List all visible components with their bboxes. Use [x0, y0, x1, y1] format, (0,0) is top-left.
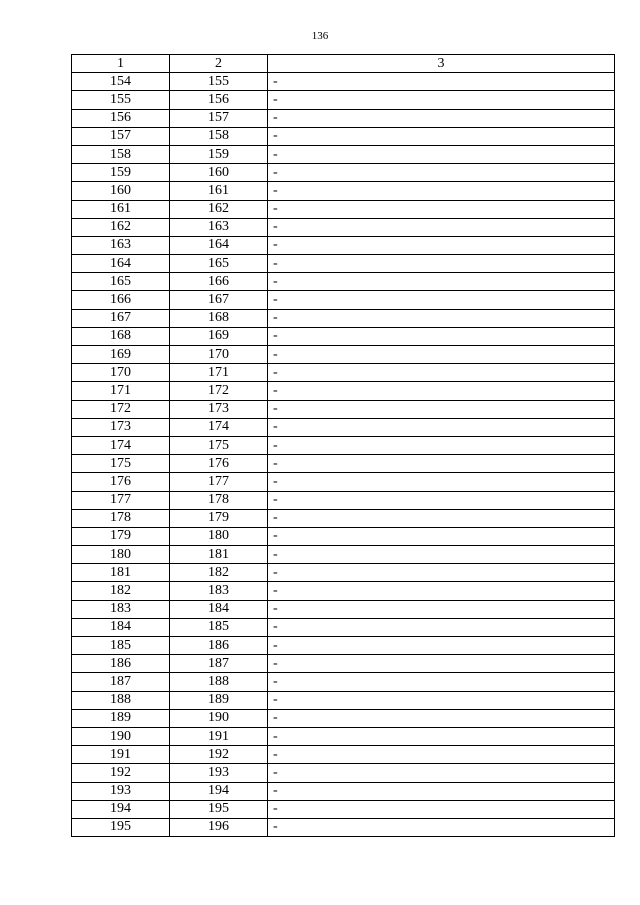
table-row: [72, 600, 615, 618]
data-table: [71, 54, 615, 837]
cell-col-2: 189: [170, 691, 268, 709]
cell-col-1: 191: [72, 746, 170, 764]
cell-col-2: 167: [170, 291, 268, 309]
cell-col-1: 170: [72, 364, 170, 382]
cell-col-1: 190: [72, 727, 170, 745]
cell-col-2: 169: [170, 327, 268, 345]
cell-col-2: 158: [170, 127, 268, 145]
cell-col-1: 154: [72, 73, 170, 91]
cell-col-1: 157: [72, 127, 170, 145]
table-row: [72, 436, 615, 454]
table-row: [72, 709, 615, 727]
cell-col-2: 177: [170, 473, 268, 491]
table-row: [72, 455, 615, 473]
cell-col-1: 158: [72, 145, 170, 163]
cell-col-2: 196: [170, 818, 268, 836]
cell-col-2: 191: [170, 727, 268, 745]
table-row: [72, 109, 615, 127]
cell-col-1: 163: [72, 236, 170, 254]
cell-col-2: 178: [170, 491, 268, 509]
cell-col-3: -: [268, 364, 615, 382]
cell-col-1: 174: [72, 436, 170, 454]
cell-col-2: 170: [170, 346, 268, 364]
cell-col-3: -: [268, 455, 615, 473]
cell-col-1: 176: [72, 473, 170, 491]
cell-col-3: -: [268, 73, 615, 91]
cell-col-1: 173: [72, 418, 170, 436]
cell-col-2: 172: [170, 382, 268, 400]
cell-col-3: -: [268, 564, 615, 582]
cell-col-1: 161: [72, 200, 170, 218]
cell-col-1: 175: [72, 455, 170, 473]
cell-col-3: -: [268, 164, 615, 182]
cell-col-1: 164: [72, 255, 170, 273]
cell-col-3: -: [268, 327, 615, 345]
cell-col-2: 156: [170, 91, 268, 109]
cell-col-1: 183: [72, 600, 170, 618]
table-row: [72, 655, 615, 673]
cell-col-1: 168: [72, 327, 170, 345]
table-row: [72, 145, 615, 163]
cell-col-3: -: [268, 346, 615, 364]
cell-col-3: -: [268, 218, 615, 236]
cell-col-2: 195: [170, 800, 268, 818]
table-row: [72, 182, 615, 200]
cell-col-2: 183: [170, 582, 268, 600]
table-row: [72, 400, 615, 418]
cell-col-2: 171: [170, 364, 268, 382]
cell-col-3: -: [268, 491, 615, 509]
cell-col-3: -: [268, 236, 615, 254]
table-row: [72, 727, 615, 745]
cell-col-2: 163: [170, 218, 268, 236]
table-row: [72, 91, 615, 109]
cell-col-3: -: [268, 691, 615, 709]
cell-col-2: 166: [170, 273, 268, 291]
cell-col-1: 195: [72, 818, 170, 836]
cell-col-1: 169: [72, 346, 170, 364]
page-number: 136: [311, 30, 329, 42]
cell-col-3: -: [268, 764, 615, 782]
cell-col-3: -: [268, 709, 615, 727]
cell-col-3: -: [268, 400, 615, 418]
cell-col-3: -: [268, 673, 615, 691]
cell-col-1: 165: [72, 273, 170, 291]
cell-col-1: 178: [72, 509, 170, 527]
table-row: [72, 346, 615, 364]
table-row: [72, 582, 615, 600]
cell-col-1: 193: [72, 782, 170, 800]
table-row: [72, 127, 615, 145]
column-header-3: 3: [268, 55, 615, 73]
cell-col-2: 181: [170, 546, 268, 564]
cell-col-2: 164: [170, 236, 268, 254]
cell-col-2: 179: [170, 509, 268, 527]
cell-col-3: -: [268, 818, 615, 836]
cell-col-3: -: [268, 509, 615, 527]
table-row: [72, 73, 615, 91]
cell-col-2: 185: [170, 618, 268, 636]
cell-col-3: -: [268, 291, 615, 309]
cell-col-3: -: [268, 655, 615, 673]
cell-col-3: -: [268, 800, 615, 818]
table-row: [72, 291, 615, 309]
cell-col-2: 157: [170, 109, 268, 127]
cell-col-3: -: [268, 618, 615, 636]
cell-col-1: 189: [72, 709, 170, 727]
cell-col-3: -: [268, 746, 615, 764]
cell-col-3: -: [268, 527, 615, 545]
cell-col-2: 186: [170, 637, 268, 655]
cell-col-2: 193: [170, 764, 268, 782]
cell-col-2: 162: [170, 200, 268, 218]
cell-col-1: 177: [72, 491, 170, 509]
table-row: [72, 236, 615, 254]
cell-col-1: 187: [72, 673, 170, 691]
cell-col-3: -: [268, 182, 615, 200]
cell-col-1: 159: [72, 164, 170, 182]
cell-col-1: 182: [72, 582, 170, 600]
table-row: [72, 382, 615, 400]
cell-col-2: 188: [170, 673, 268, 691]
table-row: [72, 673, 615, 691]
cell-col-1: 171: [72, 382, 170, 400]
cell-col-1: 156: [72, 109, 170, 127]
cell-col-2: 159: [170, 145, 268, 163]
cell-col-2: 182: [170, 564, 268, 582]
cell-col-3: -: [268, 273, 615, 291]
cell-col-1: 160: [72, 182, 170, 200]
cell-col-1: 166: [72, 291, 170, 309]
table-row: [72, 637, 615, 655]
table-row: [72, 618, 615, 636]
table-row: [72, 491, 615, 509]
table-row: [72, 546, 615, 564]
column-header-1: 1: [72, 55, 170, 73]
table-row: [72, 327, 615, 345]
cell-col-2: 161: [170, 182, 268, 200]
table-row: [72, 746, 615, 764]
cell-col-2: 173: [170, 400, 268, 418]
table-row: [72, 418, 615, 436]
table-row: [72, 691, 615, 709]
table-row: [72, 218, 615, 236]
cell-col-2: 180: [170, 527, 268, 545]
cell-col-1: 162: [72, 218, 170, 236]
cell-col-1: 188: [72, 691, 170, 709]
cell-col-3: -: [268, 473, 615, 491]
cell-col-1: 181: [72, 564, 170, 582]
cell-col-2: 160: [170, 164, 268, 182]
cell-col-1: 186: [72, 655, 170, 673]
table-row: [72, 273, 615, 291]
cell-col-1: 185: [72, 637, 170, 655]
table-row: [72, 309, 615, 327]
table-row: [72, 164, 615, 182]
cell-col-3: -: [268, 382, 615, 400]
cell-col-2: 176: [170, 455, 268, 473]
cell-col-2: 187: [170, 655, 268, 673]
cell-col-3: -: [268, 436, 615, 454]
cell-col-3: -: [268, 546, 615, 564]
cell-col-2: 175: [170, 436, 268, 454]
cell-col-3: -: [268, 600, 615, 618]
table-row: [72, 800, 615, 818]
table-row: [72, 818, 615, 836]
table-row: [72, 364, 615, 382]
cell-col-3: -: [268, 309, 615, 327]
cell-col-1: 167: [72, 309, 170, 327]
header-row: [72, 55, 615, 73]
table-row: [72, 527, 615, 545]
cell-col-3: -: [268, 418, 615, 436]
cell-col-3: -: [268, 782, 615, 800]
cell-col-1: 192: [72, 764, 170, 782]
cell-col-2: 168: [170, 309, 268, 327]
cell-col-3: -: [268, 255, 615, 273]
cell-col-1: 194: [72, 800, 170, 818]
cell-col-2: 194: [170, 782, 268, 800]
cell-col-3: -: [268, 637, 615, 655]
column-header-2: 2: [170, 55, 268, 73]
cell-col-1: 172: [72, 400, 170, 418]
cell-col-1: 179: [72, 527, 170, 545]
cell-col-2: 165: [170, 255, 268, 273]
cell-col-3: -: [268, 109, 615, 127]
table-body: [72, 73, 615, 837]
cell-col-2: 155: [170, 73, 268, 91]
cell-col-1: 155: [72, 91, 170, 109]
cell-col-3: -: [268, 200, 615, 218]
cell-col-2: 192: [170, 746, 268, 764]
cell-col-3: -: [268, 582, 615, 600]
cell-col-3: -: [268, 127, 615, 145]
table-row: [72, 473, 615, 491]
cell-col-3: -: [268, 91, 615, 109]
cell-col-2: 184: [170, 600, 268, 618]
table-row: [72, 509, 615, 527]
cell-col-3: -: [268, 727, 615, 745]
table-row: [72, 764, 615, 782]
cell-col-2: 190: [170, 709, 268, 727]
table-row: [72, 200, 615, 218]
table-row: [72, 564, 615, 582]
cell-col-1: 184: [72, 618, 170, 636]
cell-col-3: -: [268, 145, 615, 163]
table-header: [72, 55, 615, 73]
table-row: [72, 782, 615, 800]
cell-col-1: 180: [72, 546, 170, 564]
cell-col-2: 174: [170, 418, 268, 436]
table-row: [72, 255, 615, 273]
